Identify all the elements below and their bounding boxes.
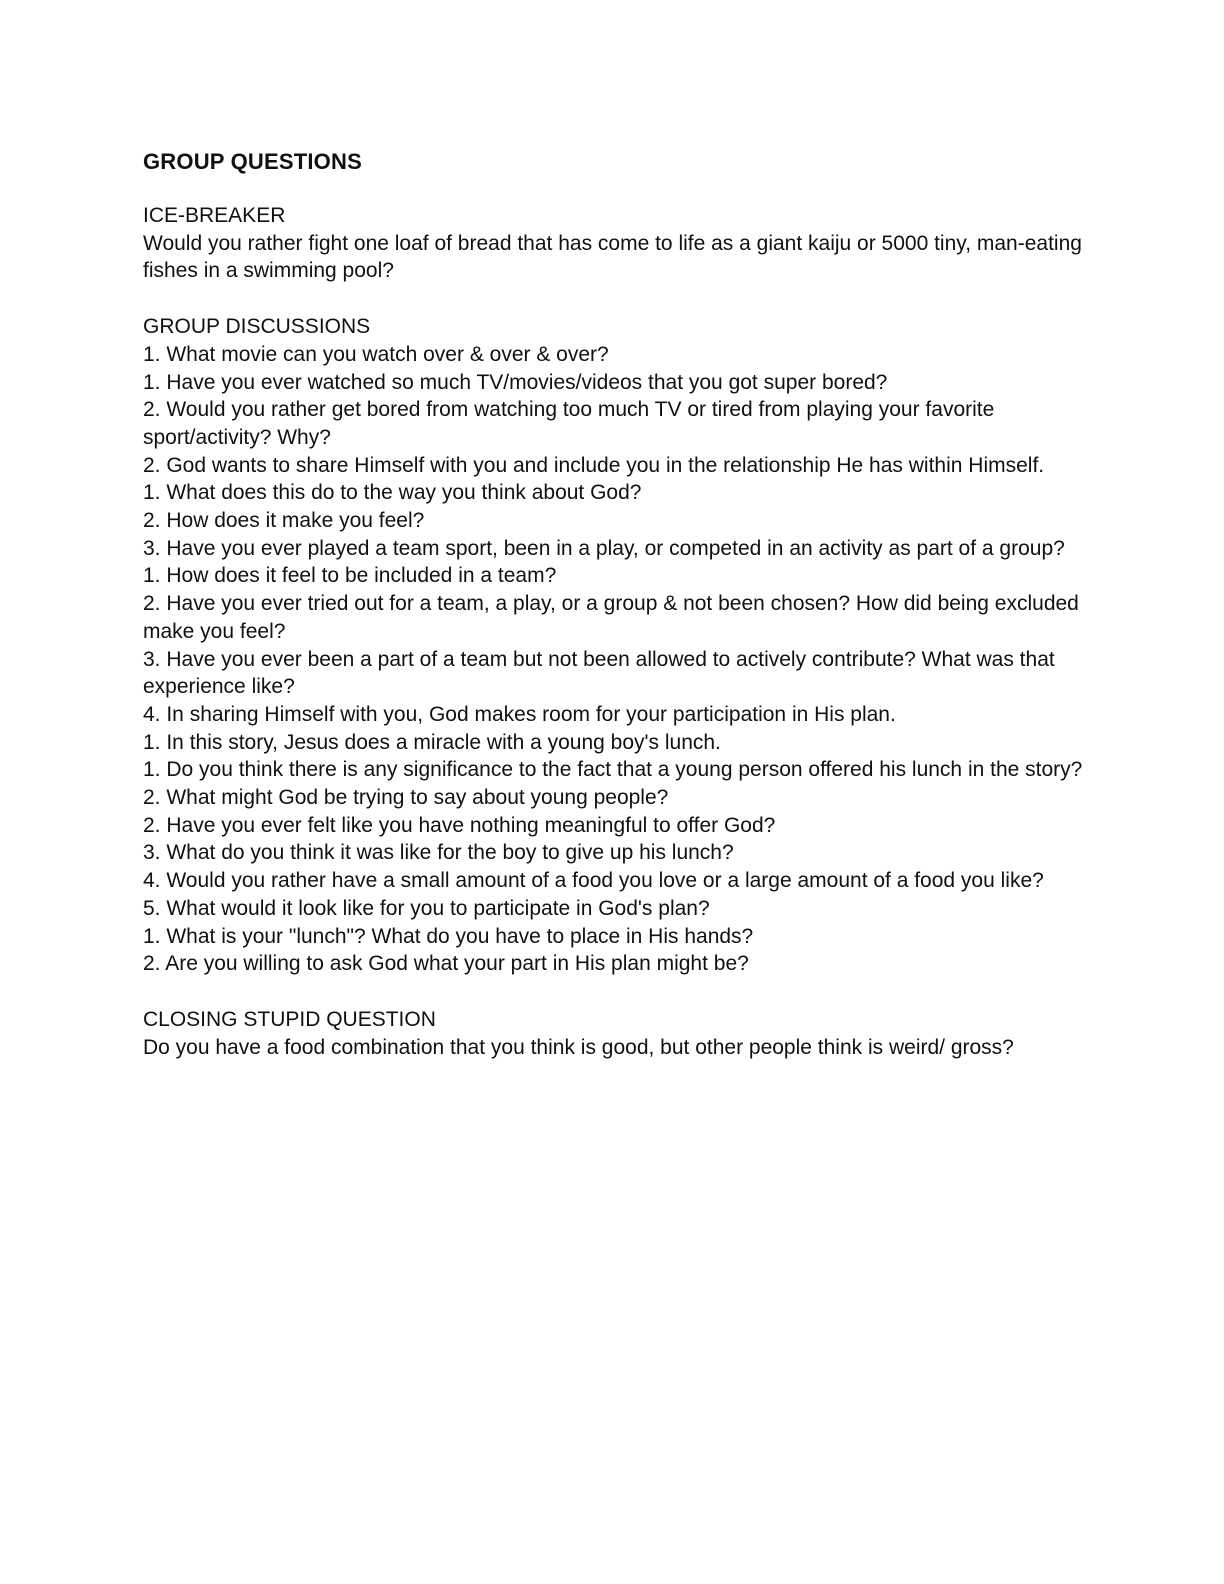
discussion-item: 2. Are you willing to ask God what your part in His plan might be? [143,952,749,976]
discussion-item: 2. Have you ever tried out for a team, a play, or a group & not been chosen? How did being excluded make you feel? [143,592,1079,643]
discussion-item: 2. Would you rather get bored from watching too much TV or tired from playing your favorite sport/activity? Why? [143,398,995,449]
discussion-item: 1. What movie can you watch over & over & over? [143,342,609,366]
discussion-item: 1. In this story, Jesus does a miracle with a young boy's lunch. [143,730,721,754]
ice-breaker-section [143,202,1083,285]
discussion-item: 2. Have you ever felt like you have nothing meaningful to offer God? [143,813,776,837]
closing-text: Do you have a food combination that you think is good, but other people think is weird/ gross? [143,1035,1014,1059]
discussion-item: 3. Have you ever been a part of a team but not been allowed to actively contribute? What was that experience like? [143,647,1055,699]
discussion-item: 3. Have you ever played a team sport, been in a play, or competed in an activity as part of a group? [143,536,1065,560]
ice-breaker-heading: ICE-BREAKER [143,204,286,227]
group-discussions-heading: GROUP DISCUSSIONS [143,315,371,339]
discussion-item: 1. What is your "lunch"? What do you have to place in His hands? [143,924,754,948]
discussion-item: 5. What would it look like for you to participate in God's plan? [143,896,710,920]
discussion-item: 1. What does this do to the way you think about God? [143,481,642,505]
closing-section [143,1006,1083,1061]
document-title: GROUP QUESTIONS [143,149,362,174]
discussion-item: 2. What might God be trying to say about young people? [143,786,669,810]
discussion-item: 1. Have you ever watched so much TV/movies/videos that you got super bored? [143,370,888,394]
discussion-item: 2. How does it make you feel? [143,509,425,533]
ice-breaker-text: Would you rather fight one loaf of bread that has come to life as a giant kaiju or 5000 tiny, man-eating fishes in a swimming pool? [143,231,1082,283]
discussion-item: 4. Would you rather have a small amount of a food you love or a large amount of a food you like? [143,869,1044,893]
discussion-item: 2. God wants to share Himself with you and include you in the relationship He has within Himself. [143,453,1045,477]
discussion-item: 3. What do you think it was like for the boy to give up his lunch? [143,841,734,865]
discussion-item: 1. How does it feel to be included in a team? [143,564,557,588]
group-discussions-section [143,313,1083,978]
document-page [143,147,1083,1089]
discussion-item: 1. Do you think there is any significance to the fact that a young person offered his lunch in the story? [143,758,1083,782]
discussion-item: 4. In sharing Himself with you, God makes room for your participation in His plan. [143,702,896,726]
closing-heading: CLOSING STUPID QUESTION [143,1007,436,1031]
